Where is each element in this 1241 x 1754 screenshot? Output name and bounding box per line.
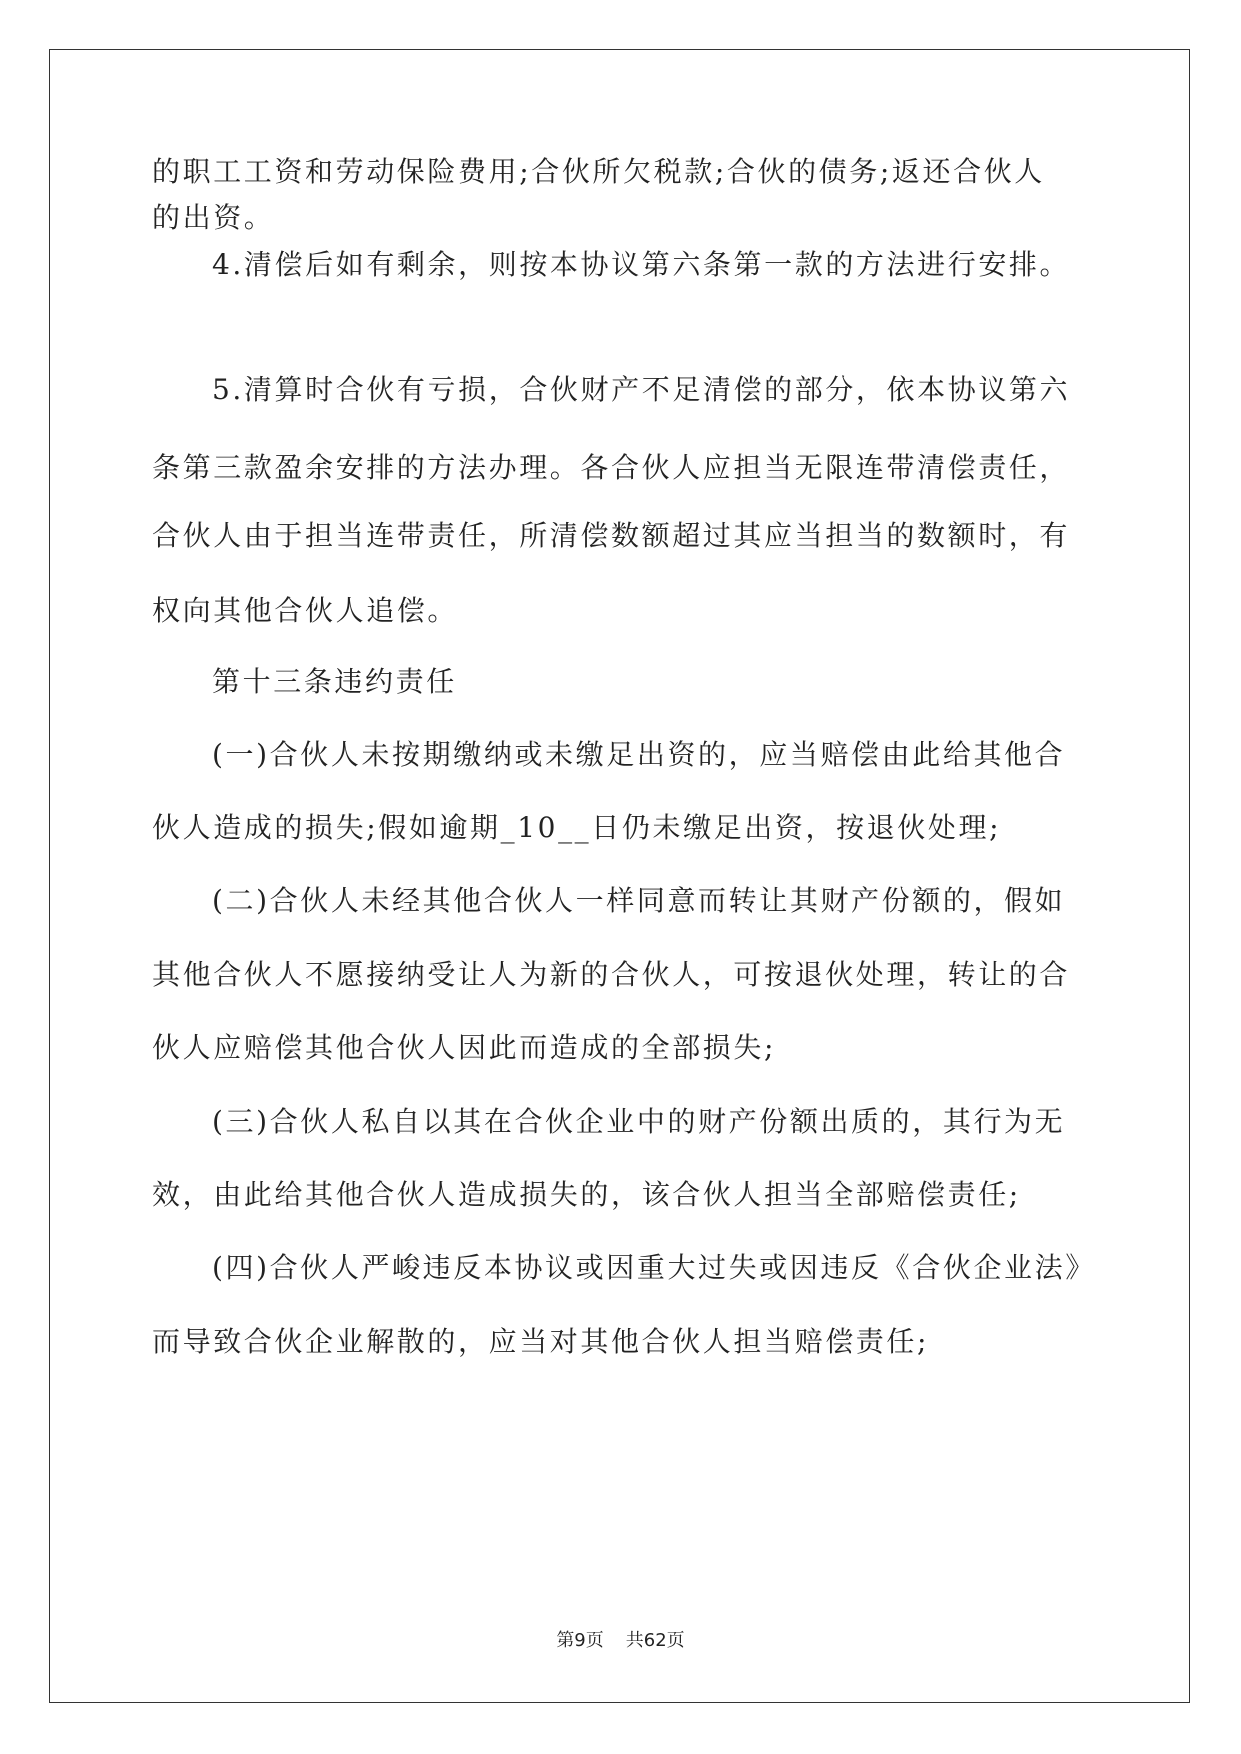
page-footer	[0, 1630, 1241, 1652]
section-heading: 第十三条违约责任	[212, 665, 457, 698]
text-line: 伙人造成的损失;假如逾期_10__日仍未缴足出资，按退伙处理;	[152, 811, 1002, 844]
text-line: (四)合伙人严峻违反本协议或因重大过失或因违反《合伙企业法》	[212, 1251, 1096, 1284]
page-number: 第9页	[556, 1630, 604, 1651]
text-line: 的职工工资和劳动保险费用;合伙所欠税款;合伙的债务;返还合伙人	[152, 155, 1045, 188]
text-line: 的出资。	[152, 201, 275, 234]
text-line: 其他合伙人不愿接纳受让人为新的合伙人，可按退伙处理，转让的合	[152, 958, 1071, 991]
text-line: 伙人应赔偿其他合伙人因此而造成的全部损失;	[152, 1031, 777, 1064]
page-total: 共62页	[625, 1630, 685, 1651]
text-line: 合伙人由于担当连带责任，所清偿数额超过其应当担当的数额时，有	[152, 519, 1071, 552]
text-line: 权向其他合伙人追偿。	[152, 594, 459, 627]
text-line: 而导致合伙企业解散的，应当对其他合伙人担当赔偿责任;	[152, 1325, 930, 1358]
page-border	[49, 49, 1190, 1703]
text-line: 效，由此给其他合伙人造成损失的，该合伙人担当全部赔偿责任;	[152, 1178, 1021, 1211]
text-line: (二)合伙人未经其他合伙人一样同意而转让其财产份额的，假如	[212, 884, 1066, 917]
text-line: (三)合伙人私自以其在合伙企业中的财产份额出质的，其行为无	[212, 1105, 1066, 1138]
text-line: 条第三款盈余安排的方法办理。各合伙人应担当无限连带清偿责任，	[152, 451, 1071, 484]
text-line: 4.清偿后如有剩余，则按本协议第六条第一款的方法进行安排。	[212, 248, 1071, 281]
text-line: 5.清算时合伙有亏损，合伙财产不足清偿的部分，依本协议第六	[212, 373, 1071, 406]
text-line: (一)合伙人未按期缴纳或未缴足出资的，应当赔偿由此给其他合	[212, 738, 1066, 771]
